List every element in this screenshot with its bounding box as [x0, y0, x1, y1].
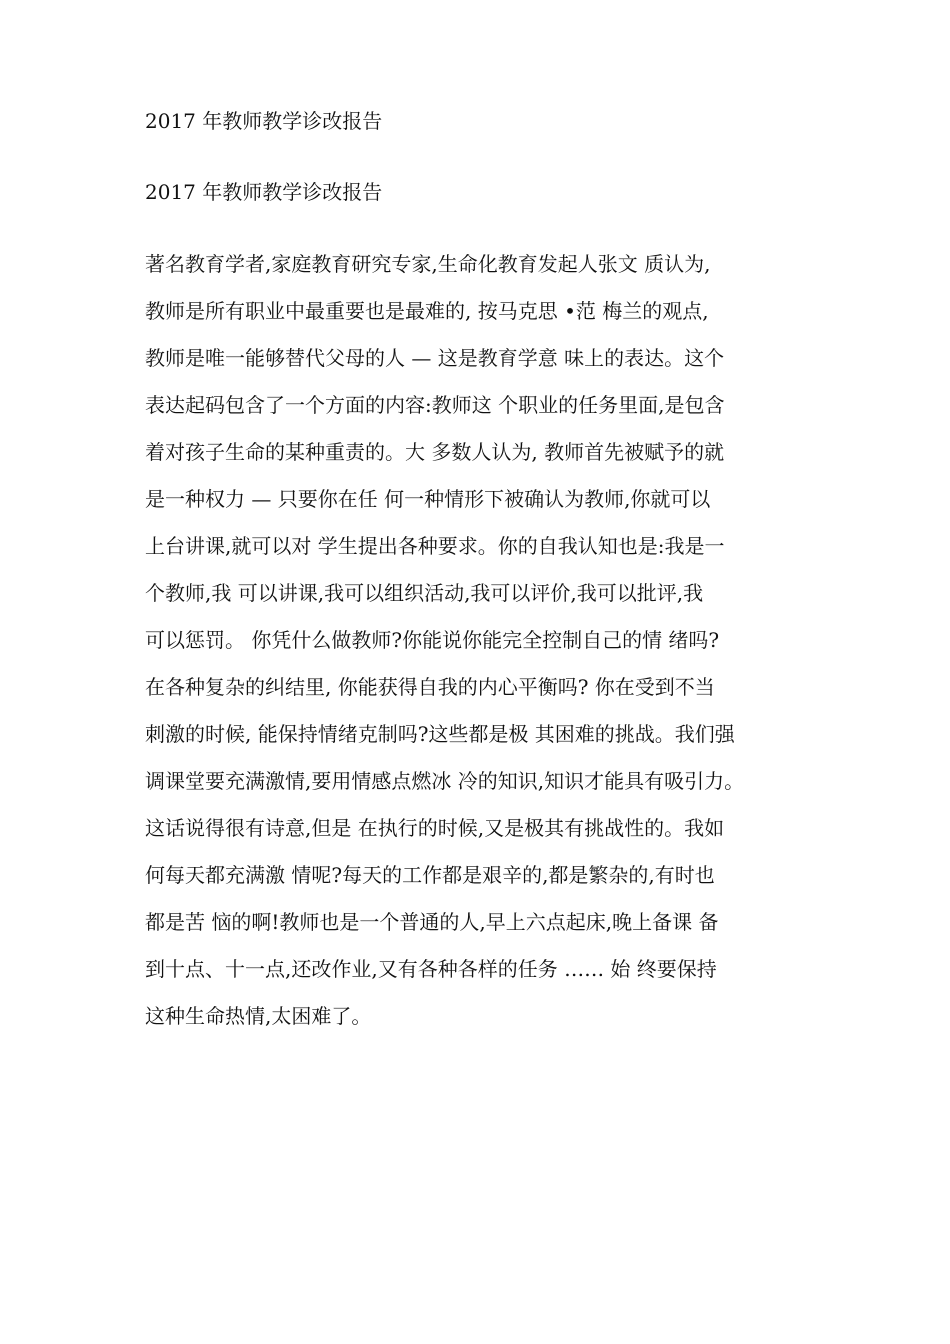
document-title: 2017 年教师教学诊改报告 [145, 109, 383, 133]
paragraph-line: 上台讲课,就可以对 学生提出各种要求。你的自我认知也是:我是一 [145, 534, 725, 558]
paragraph-line: 都是苦 恼的啊!教师也是一个普通的人,早上六点起床,晚上备课 备 [145, 910, 719, 934]
paragraph-line: 着对孩子生命的某种重责的。大 多数人认为, 教师首先被赋予的就 [145, 440, 725, 464]
paragraph-line: 在各种复杂的纠结里, 你能获得自我的内心平衡吗? 你在受到不当 [145, 675, 715, 699]
paragraph-line: 这话说得很有诗意,但是 在执行的时候,又是极其有挑战性的。我如 [145, 816, 725, 840]
paragraph-line: 教师是唯一能够替代父母的人 — 这是教育学意 味上的表达。这个 [145, 346, 725, 370]
paragraph-line: 刺激的时候, 能保持情绪克制吗?这些都是极 其困难的挑战。我们强 [145, 722, 735, 746]
paragraph-line: 到十点、十一点,还改作业,又有各种各样的任务 …… 始 终要保持 [145, 957, 717, 981]
document-subtitle: 2017 年教师教学诊改报告 [145, 180, 383, 204]
paragraph-line: 调课堂要充满激情,要用情感点燃冰 冷的知识,知识才能具有吸引力。 [145, 769, 745, 793]
body-paragraph [145, 248, 835, 1047]
paragraph-line: 个教师,我 可以讲课,我可以组织活动,我可以评价,我可以批评,我 [145, 581, 704, 605]
paragraph-line: 教师是所有职业中最重要也是最难的, 按马克思 •范 梅兰的观点, [145, 299, 709, 323]
paragraph-line: 著名教育学者,家庭教育研究专家,生命化教育发起人张文 质认为, [145, 252, 711, 276]
paragraph-line: 可以惩罚。 你凭什么做教师?你能说你能完全控制自己的情 绪吗? [145, 628, 720, 652]
paragraph-line: 这种生命热情,太困难了。 [145, 1004, 372, 1028]
paragraph-line: 表达起码包含了一个方面的内容:教师这 个职业的任务里面,是包含 [145, 393, 725, 417]
paragraph-line: 何每天都充满激 情呢?每天的工作都是艰辛的,都是繁杂的,有时也 [145, 863, 715, 887]
paragraph-line: 是一种权力 — 只要你在任 何一种情形下被确认为教师,你就可以 [145, 487, 711, 511]
